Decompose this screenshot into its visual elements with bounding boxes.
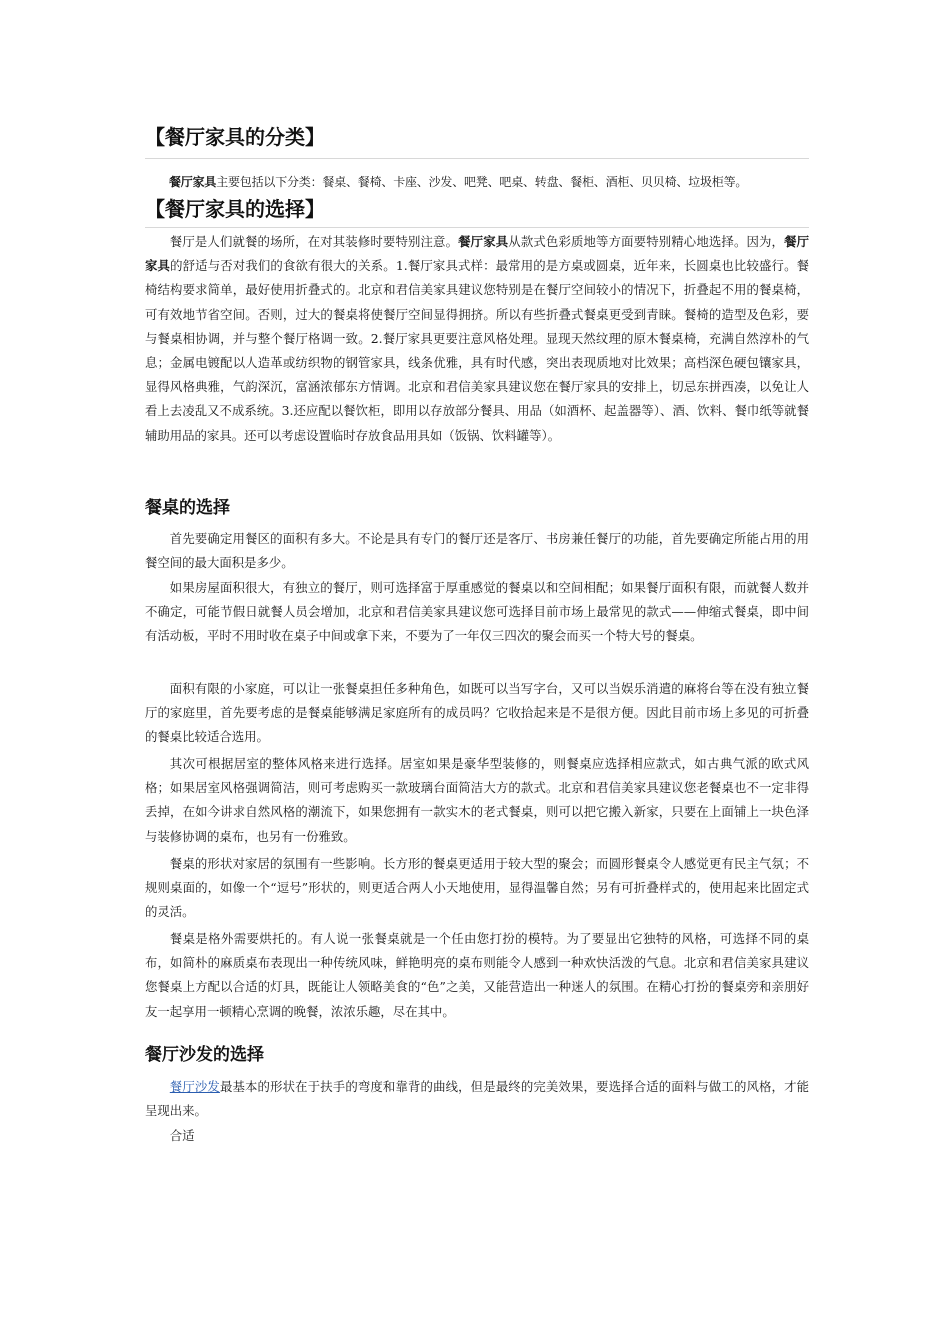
term-dining-furniture: 餐厅家具 [145,234,810,274]
table-paragraph-6: 餐桌是格外需要烘托的。有人说一张餐桌就是一个任由您打扮的模特。为了要显出它独特的风格，可选择不同的桌布，如简朴的麻质桌布表现出一种传统风味，鲜艳明亮的桌布则能令人感到一种欢快活泼的气息。北京和君信美家具建议您餐桌上方配以合适的灯具，既能让人领略美食的“色”之美，又能营造出一种迷人的氛围。在精心打扮的餐桌旁和亲朋好友一起享用一顿精心烹调的晚餐，浓浓乐趣，尽在其中。 [145,931,809,1019]
table-paragraph-3: 面积有限的小家庭，可以让一张餐桌担任多种角色，如既可以当写字台，又可以当娱乐消遣的麻将台等在没有独立餐厅的家庭里，首先要考虑的是餐桌能够满足家庭所有的成员吗？它收拾起来是不是很方便。因此目前市场上多见的可折叠的餐桌比较适合选用。 [145,681,809,745]
text-run: 餐厅是人们就餐的场所，在对其装修时要特别注意。 [169,234,459,249]
classification-list: 主要包括以下分类：餐桌、餐椅、卡座、沙发、吧凳、吧桌、转盘、餐柜、酒柜、贝贝椅、垃圾柜等。 [216,175,748,189]
dining-sofa-link[interactable]: 餐厅沙发 [169,1079,220,1094]
term-dining-furniture: 餐厅家具 [169,175,217,189]
sofa-paragraph-2: 合适 [169,1128,195,1143]
term-dining-furniture: 餐厅家具 [458,234,509,249]
table-paragraph-2: 如果房屋面积很大，有独立的餐厅，则可选择富于厚重感觉的餐桌以和空间相配；如果餐厅面积有限，而就餐人数并不确定，可能节假日就餐人员会增加，北京和君信美家具建议您可选择目前市场上最常见的款式——伸缩式餐桌，即中间有活动板，平时不用时收在桌子中间或拿下来，不要为了一年仅三四次的聚会而买一个特大号的餐桌。 [145,580,809,644]
table-paragraph-1: 首先要确定用餐区的面积有多大。不论是具有专门的餐厅还是客厅、书房兼任餐厅的功能，首先要确定所能占用的用餐空间的最大面积是多少。 [145,531,809,571]
table-paragraph-5: 餐桌的形状对家居的氛围有一些影响。长方形的餐桌更适用于较大型的聚会；而圆形餐桌令人感觉更有民主气氛；不规则桌面的，如像一个“逗号”形状的，则更适合两人小天地使用，显得温馨自然；另有可折叠样式的，使用起来比固定式的灵活。 [145,856,809,920]
table-paragraph-4: 其次可根据居室的整体风格来进行选择。居室如果是豪华型装修的，则餐桌应选择相应款式，如古典气派的欧式风格；如果居室风格强调简洁，则可考虑购买一款玻璃台面简洁大方的款式。北京和君信美家具建议您老餐桌也不一定非得丢掉，在如今讲求自然风格的潮流下，如果您拥有一款实木的老式餐桌，则可以把它搬入新家，只要在上面铺上一块色泽与装修协调的桌布，也另有一份雅致。 [145,756,809,844]
selection-paragraph [145,230,809,448]
text-run: 最基本的形状在于扶手的弯度和靠背的曲线，但是最终的完美效果，要选择合适的面料与做工的风格，才能呈现出来。 [145,1079,810,1119]
heading-selection: 【餐厅家具的选择】 [145,197,325,221]
text-run: 从款式色彩质地等方面要特别精心地选择。因为， [508,234,785,249]
classification-intro [145,170,809,194]
heading-rule [145,227,809,228]
heading-rule [145,158,809,159]
heading-sofa-selection: 餐厅沙发的选择 [145,1045,264,1065]
text-run: 的舒适与否对我们的食欲有很大的关系。1.餐厅家具式样：最常用的是方桌或圆桌，近年来，长圆桌也比较盛行。餐椅结构要求简单，最好使用折叠式的。北京和君信美家具建议您特别是在餐厅空间较小的情况下，折叠起不用的餐桌椅，可有效地节省空间。否则，过大的餐桌将使餐厅空间显得拥挤。所以有些折叠式餐桌更受到青睐。餐椅的造型及色彩，要与餐桌相协调，并与整个餐厅格调一致。2.餐厅家具更要注意风格处理。显现天然纹理的原木餐桌椅，充满自然淳朴的气息；金属电镀配以人造革或纺织物的钢管家具，线条优雅，具有时代感，突出表现质地对比效果；高档深色硬包镶家具，显得风格典雅，气韵深沉，富涵浓郁东方情调。北京和君信美家具建议您在餐厅家具的安排上，切忌东拼西凑，以免让人看上去凌乱又不成系统。3.还应配以餐饮柜，即用以存放部分餐具、用品（如酒杯、起盖器等）、酒、饮料、餐巾纸等就餐辅助用品的家具。还可以考虑设置临时存放食品用具如（饭锅、饮料罐等）。 [145,258,810,443]
heading-table-selection: 餐桌的选择 [145,498,230,518]
heading-classification: 【餐厅家具的分类】 [145,125,325,149]
sofa-paragraph-1 [145,1075,809,1123]
